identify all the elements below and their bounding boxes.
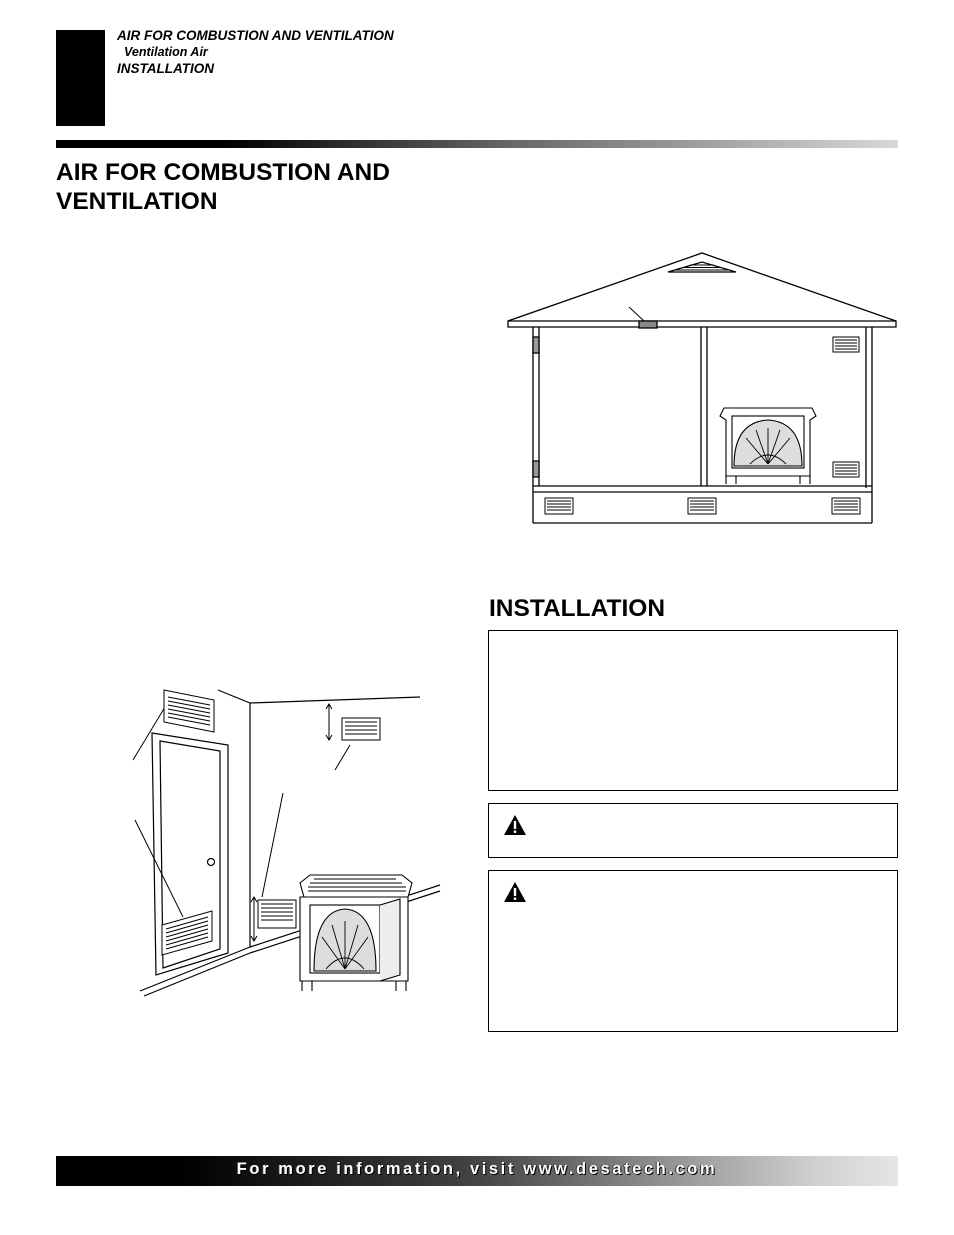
- house-ventilation-diagram: [500, 250, 902, 530]
- lower-door-vent: [162, 911, 212, 955]
- stove-icon: [720, 408, 816, 484]
- header-section-title: AIR FOR COMBUSTION AND VENTILATION: [117, 28, 394, 43]
- warning-box-2: [488, 870, 898, 1032]
- header-subsection-title: Ventilation Air: [124, 45, 208, 59]
- wall-vent-upper: [833, 337, 859, 352]
- notice-box: [488, 630, 898, 791]
- header-next-section-title: INSTALLATION: [117, 61, 214, 76]
- lower-wall-vent: [258, 900, 296, 928]
- air-combustion-heading: AIR FOR COMBUSTION AND VENTILATION: [56, 159, 390, 215]
- crawlspace-vent-right: [832, 498, 860, 514]
- installation-heading: INSTALLATION: [489, 595, 666, 622]
- wall-vent-lower: [833, 462, 859, 477]
- crawlspace-vent-center: [688, 498, 716, 514]
- header-rule-bar: [56, 140, 898, 148]
- crawlspace-vent-left: [545, 498, 573, 514]
- upper-wall-vent: [342, 718, 380, 740]
- warning-triangle-icon: [503, 881, 527, 903]
- footer-website-text[interactable]: For more information, visit www.desatech.com: [236, 1160, 718, 1178]
- section-tab-block: [56, 30, 105, 126]
- upper-door-vent: [164, 690, 214, 732]
- room-ventilation-diagram: [130, 685, 448, 1000]
- stove-icon: [300, 875, 412, 991]
- warning-triangle-icon: [503, 814, 527, 836]
- warning-box-1: [488, 803, 898, 858]
